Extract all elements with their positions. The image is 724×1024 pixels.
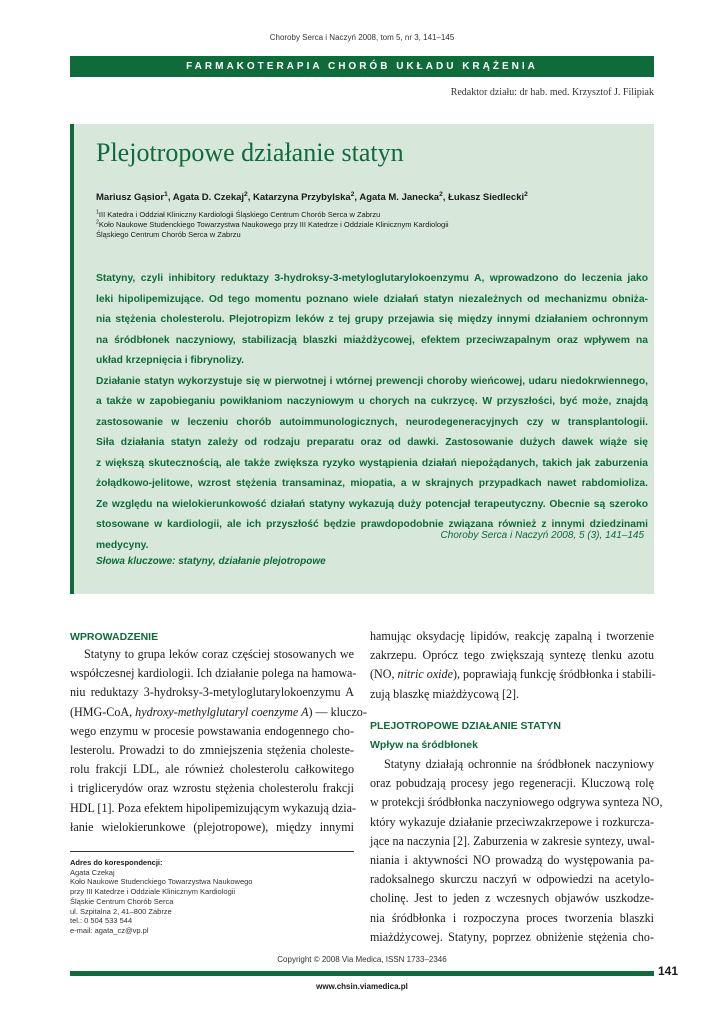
body-line: rolu frakcji LDL, ale również cholesterolu całkowitego bbox=[70, 762, 354, 777]
body-line: Statyny to grupa leków coraz częściej stosowanych we bbox=[84, 647, 354, 661]
body-line: Statyny działają ochronnie na śródbłonek naczyniowy bbox=[384, 757, 654, 771]
correspondence-line: ul. Szpitalna 2, 41–800 Zabrze bbox=[70, 906, 172, 916]
journal-issue-header: Choroby Serca i Naczyń 2008, tom 5, nr 3, 141–145 bbox=[269, 33, 455, 42]
section-bar: FARMAKOTERAPIA CHORÓB UKŁADU KRĄŻENIA bbox=[70, 56, 654, 77]
right-column-bottom bbox=[370, 755, 663, 947]
correspondence-line: Agata Czekaj bbox=[70, 867, 115, 877]
affiliations bbox=[96, 210, 656, 240]
author-sup: 2 bbox=[350, 190, 355, 198]
author: Mariusz Gąsior bbox=[96, 192, 165, 203]
body-line: który wykazuje działanie przeciwzakrzepowe i rozkurcza- bbox=[370, 814, 654, 829]
body-line: zują blaszkę miażdżycową [2]. bbox=[370, 686, 520, 701]
pleiotropic-heading: PLEJOTROPOWE DZIAŁANIE STATYN bbox=[370, 720, 561, 732]
body-line: współczesnej kardiologii. Ich działanie polega na hamowa- bbox=[70, 666, 357, 681]
abstract-line: Ze względu na wielokierunkowość działań statyny wykazują duży potencjał terapeutyczny. Obecnie są szeroko bbox=[96, 498, 648, 510]
footer-bar bbox=[70, 971, 654, 976]
page-number: 141 bbox=[658, 964, 679, 978]
abstract-line: a także w zapobieganiu powikłaniom naczyniowym u chorych na cukrzycę. W przyszłości, być może, znajdą bbox=[96, 396, 648, 407]
abstract-text bbox=[96, 269, 648, 556]
abstract-line: na śródbłonek naczyniowy, stabilizacją blaszki miażdżycowej, efektem przeciwzapalnym oraz wpływem na bbox=[96, 334, 648, 346]
author: Katarzyna Przybylska bbox=[253, 192, 351, 203]
right-column-top bbox=[370, 627, 654, 704]
correspondence-line: tel.: 0 504 533 544 bbox=[70, 916, 133, 926]
body-line: cholinę. Jest to jeden z wczesnych objawów uszkodze- bbox=[370, 891, 654, 906]
correspondence-block bbox=[70, 851, 354, 936]
author-sup: 2 bbox=[439, 190, 443, 198]
abstract-line: układ krzepnięcia i fibrynolizy. bbox=[96, 355, 245, 366]
abstract-line: nia stężenia cholesterolu. Plejotropizm leków z tej grupy przejawia się między innymi działaniem ochronnym bbox=[96, 314, 648, 325]
body-line: jące na naczynia [2]. Zaburzenia w zakresie syntezy, uwal- bbox=[370, 833, 655, 848]
abstract-box bbox=[70, 124, 654, 594]
left-column bbox=[70, 645, 367, 837]
body-line: (HMG-CoA, hydroxy-methylglutaryl coenzyme A) — kluczo- bbox=[70, 704, 367, 719]
body-line: lesterolu. Prowadzi to do zmniejszenia stężenia choleste- bbox=[70, 743, 354, 758]
author-sup: 2 bbox=[244, 190, 248, 198]
affiliation: $^2$Koło Naukowe Studenckiego Towarzystwa Naukowego przy III Katedrze i Oddziale Klinicznym Kardiologii bbox=[96, 219, 449, 229]
author: Agata M. Janecka bbox=[359, 192, 440, 203]
correspondence-line: Śląskie Centrum Chorób Serca bbox=[70, 896, 174, 906]
body-line: HDL [1]. Poza efektem hipolipemizującym wykazują dzia- bbox=[70, 800, 356, 815]
abstract-line: z większą skutecznością, ale także zwiększa ryzyko wystąpienia działań niepożądanych, takich jak zaburzenia bbox=[96, 457, 648, 469]
body-line: łanie wielokierunkowe (plejotropowe), między innymi bbox=[70, 819, 354, 834]
body-line: i triglicerydów oraz wzrostu stężenia cholesterolu frakcji bbox=[70, 781, 354, 796]
abstract-line: zastosowanie w leczeniu chorób autoimmunologicznych, neurodegeneracyjnych czy w transplantologii. bbox=[96, 416, 648, 428]
correspondence-title: Adres do korespondencji: bbox=[70, 858, 163, 867]
affiliation: $^1$III Katedra i Oddział Kliniczny Kardiologii Śląskiego Centrum Chorób Serca w Zabrzu bbox=[96, 209, 381, 219]
body-line: wego enzymu w procesie powstawania endogennego cho- bbox=[70, 723, 354, 738]
body-line: hamując oksydację lipidów, reakcję zapalną i tworzenie bbox=[370, 629, 654, 643]
abstract-line: Siła działania statyn zależy od rodzaju preparatu oraz od dawki. Zastosowanie dużych dawek wiąże się bbox=[96, 437, 648, 448]
footer-url[interactable]: www.chsin.viamedica.pl bbox=[316, 982, 408, 991]
author-list: Mariusz Gąsior$^1$, Agata D. Czekaj$^2$, Katarzyna Przybylska$^2$, Agata M. Janecka$^2$, Łukasz Siedlecki$^2$ bbox=[96, 190, 528, 203]
body-line: miażdżycowej. Statyny, poprzez obniżenie stężenia cho- bbox=[370, 929, 654, 944]
abstract-line: leki hipolipemizujące. Od tego momentu poznano wiele działań statyn niezależnych od mechanizmu obniża- bbox=[96, 293, 648, 305]
body-line: radoksalnego skurczu naczyń w odpowiedzi na acetylo- bbox=[370, 872, 654, 887]
abstract-citation: Choroby Serca i Naczyń 2008, 5 (3), 141–145 bbox=[440, 530, 644, 541]
body-line: w protekcji śródbłonka naczyniowego odgrywa synteza NO, bbox=[370, 795, 663, 810]
author: Łukasz Siedlecki bbox=[448, 192, 525, 203]
body-line: niania i aktywności NO prowadzą do występowania pa- bbox=[370, 853, 654, 868]
abstract-line: Działanie statyn wykorzystuje się w pierwotnej i wtórnej prewencji choroby wieńcowej, udaru niedokrwiennego, bbox=[96, 375, 648, 387]
body-line: zakrzepu. Oprócz tego zwiększają syntezę tlenku azotu bbox=[370, 648, 654, 663]
endothelium-subheading: Wpływ na śródbłonek bbox=[370, 739, 478, 751]
keywords: Słowa kluczowe: statyny, działanie plejotropowe bbox=[96, 556, 326, 567]
abstract-line: żołądkowo-jelitowe, wzrost stężenia transaminaz, miopatia, a w skrajnych przypadkach nawet rabdomioliza. bbox=[96, 478, 648, 489]
body-line: oraz pobudzają procesy jego regeneracji. Kluczową rolę bbox=[370, 776, 654, 791]
author: Agata D. Czekaj bbox=[172, 192, 245, 203]
author-sup: 1 bbox=[164, 190, 168, 198]
affiliation: Śląskiego Centrum Chorób Serca w Zabrzu bbox=[96, 230, 241, 239]
article-title: Plejotropowe działanie statyn bbox=[96, 138, 404, 167]
copyright: Copyright © 2008 Via Medica, ISSN 1733–2346 bbox=[277, 955, 447, 964]
body-line: (NO, nitric oxide), poprawiają funkcję śródbłonka i stabili- bbox=[370, 667, 656, 682]
correspondence-line: przy III Katedrze i Oddziale Klinicznym Kardiologii bbox=[70, 887, 236, 897]
author-sup: 2 bbox=[524, 190, 528, 198]
abstract-line: medycyny. bbox=[96, 539, 149, 551]
abstract-line: stosowane w kardiologii, ale ich przyszłość będzie prawdopodobnie związana również z innymi dziedzinami bbox=[96, 519, 648, 530]
body-line: niu reduktazy 3-hydroksy-3-metyloglutarylokoenzymu A bbox=[70, 685, 354, 700]
correspondence-email[interactable]: e-mail: agata_cz@vp.pl bbox=[70, 925, 149, 935]
section-editor: Redaktor działu: dr hab. med. Krzysztof J. Filipiak bbox=[450, 87, 654, 98]
abstract-line: Statyny, czyli inhibitory reduktazy 3-hydroksy-3-metyloglutarylokoenzymu A, wprowadzono do leczenia jako bbox=[96, 273, 648, 284]
correspondence-line: Koło Naukowe Studenckiego Towarzystwa Naukowego bbox=[70, 877, 253, 887]
intro-heading: WPROWADZENIE bbox=[70, 631, 159, 643]
body-line: nia śródbłonka i rozpoczyna proces tworzenia blaszki bbox=[370, 910, 654, 925]
